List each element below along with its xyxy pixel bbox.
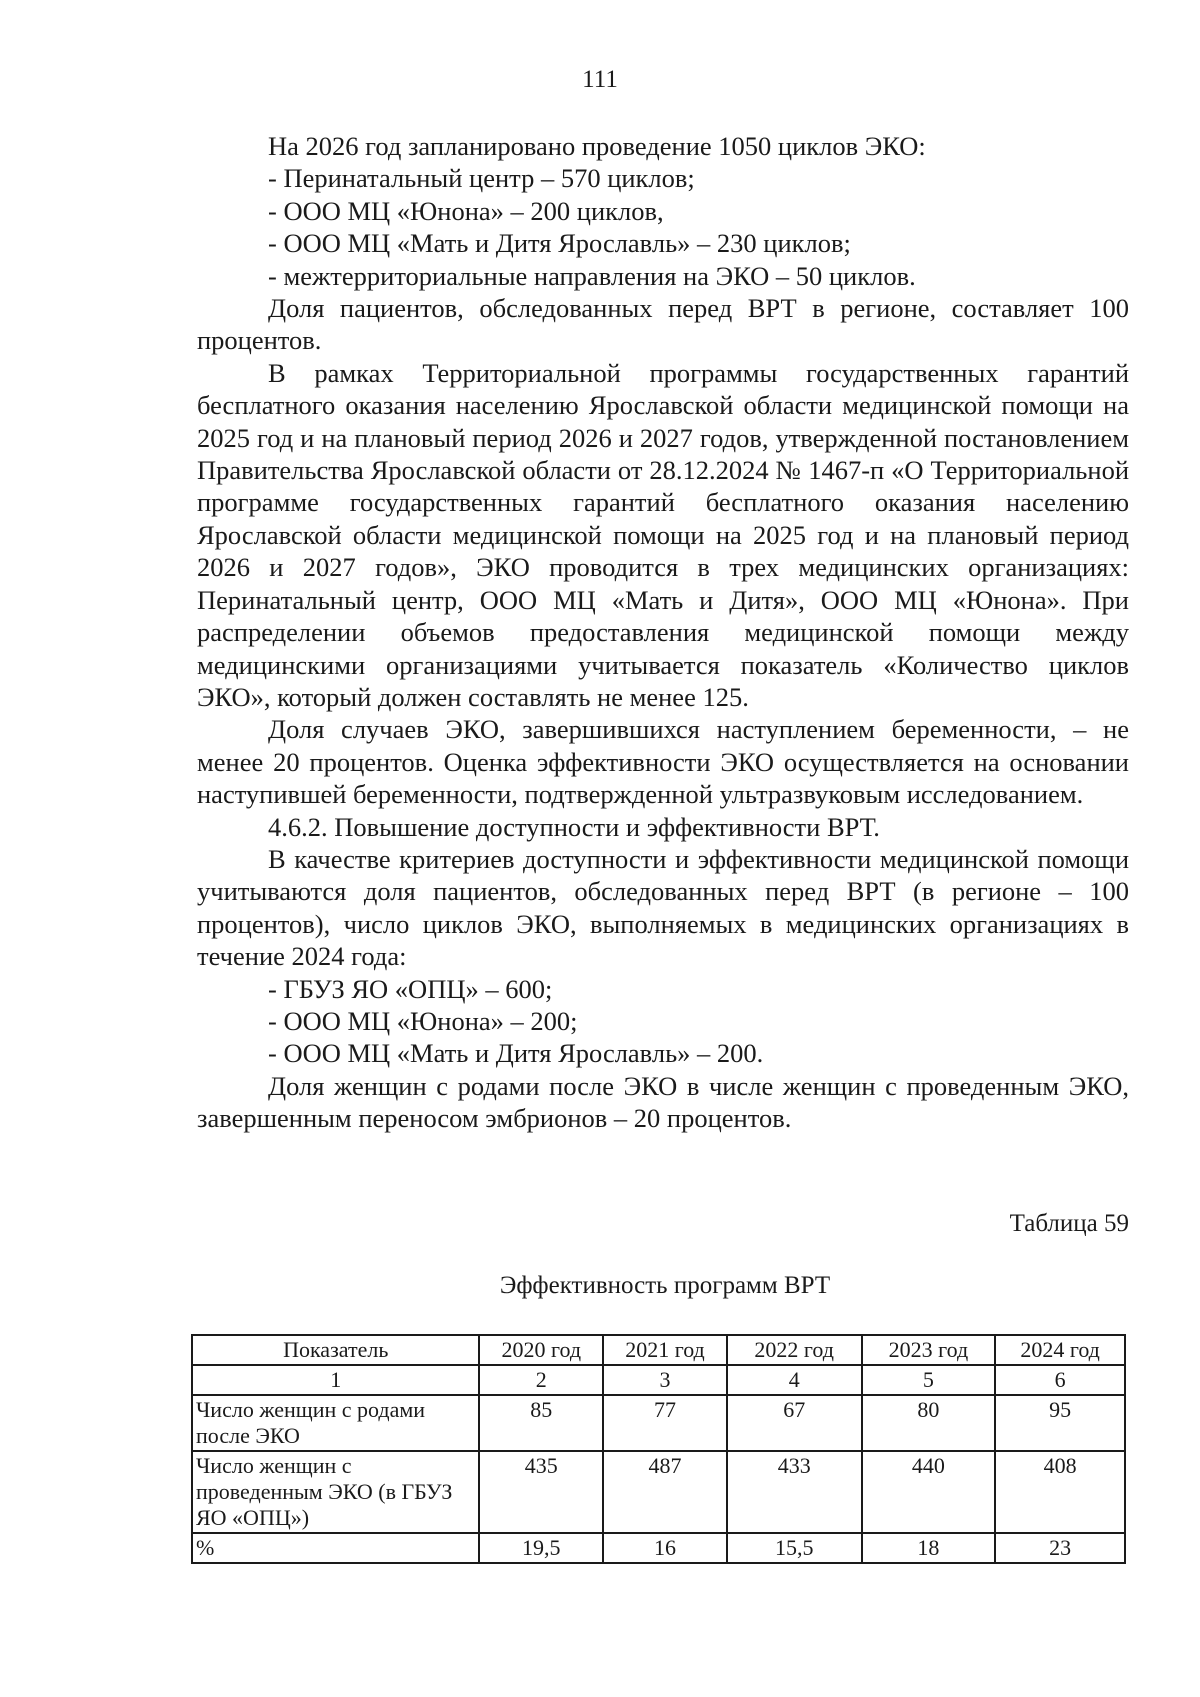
list-item: - ООО МЦ «Юнона» – 200; xyxy=(268,1005,578,1036)
table-header-cell: 2021 год xyxy=(603,1335,727,1365)
table-cell: 23 xyxy=(995,1533,1125,1563)
table-cell: 433 xyxy=(727,1451,862,1533)
table-row xyxy=(192,1395,1125,1451)
table-header-cell: 2023 год xyxy=(862,1335,996,1365)
table-header-cell: 2024 год xyxy=(995,1335,1125,1365)
column-number: 1 xyxy=(192,1365,479,1395)
paragraph: В рамках Территориальной программы государственных гарантий бесплатного оказания населению Ярославской области медицинской помощи на 2025 год и на плановый период 2026 и 2027 годов, утвержденной постановлением Правительства Ярославской области от 28.12.2024 № 1467-п «О Территориальной программе государственных гарантий бесплатного оказания населению Ярославской области медицинской помощи на 2025 год и на плановый период 2026 и 2027 годов», ЭКО проводится в трех медицинских организациях: Перинатальный центр, ООО МЦ «Мать и Дитя», ООО МЦ «Юнона». При распределении объемов предоставления медицинской помощи между медицинскими организациями учитывается показатель «Количество циклов ЭКО», который должен составлять не менее 125. xyxy=(197,357,1129,712)
column-number: 6 xyxy=(995,1365,1125,1395)
table-header-row xyxy=(192,1335,1125,1365)
paragraph: Доля пациентов, обследованных перед ВРТ в регионе, составляет 100 процентов. xyxy=(197,293,1129,356)
data-table xyxy=(191,1334,1126,1564)
section-heading: 4.6.2. Повышение доступности и эффективности ВРТ. xyxy=(268,811,880,842)
list-item: - ООО МЦ «Юнона» – 200 циклов, xyxy=(268,195,664,226)
table-cell: 487 xyxy=(603,1451,727,1533)
list-item: - Перинатальный центр – 570 циклов; xyxy=(268,163,695,194)
table-header-cell: Показатель xyxy=(192,1335,479,1365)
table-cell: 18 xyxy=(862,1533,996,1563)
table-cell: 16 xyxy=(603,1533,727,1563)
column-number: 3 xyxy=(603,1365,727,1395)
row-label: Число женщин с родами после ЭКО xyxy=(192,1395,479,1451)
table-cell: 408 xyxy=(995,1451,1125,1533)
table-title: Эффективность программ ВРТ xyxy=(499,1272,831,1299)
document-body xyxy=(197,130,1129,1135)
paragraph: На 2026 год запланировано проведение 1050 циклов ЭКО: xyxy=(268,131,926,161)
table-cell: 80 xyxy=(862,1395,996,1451)
table-cell: 85 xyxy=(479,1395,603,1451)
row-label: Число женщин с проведенным ЭКО (в ГБУЗ ЯО «ОПЦ») xyxy=(192,1451,479,1533)
table-header-cell: 2020 год xyxy=(479,1335,603,1365)
list-item: - межтерриториальные направления на ЭКО – 50 циклов. xyxy=(268,260,916,291)
row-label: % xyxy=(192,1533,479,1563)
list-item: - ООО МЦ «Мать и Дитя Ярославль» – 200. xyxy=(268,1038,764,1069)
table-header-cell: 2022 год xyxy=(727,1335,862,1365)
table-cell: 435 xyxy=(479,1451,603,1533)
table-cell: 95 xyxy=(995,1395,1125,1451)
table-cell: 77 xyxy=(603,1395,727,1451)
table-row xyxy=(192,1533,1125,1563)
paragraph: Доля случаев ЭКО, завершившихся наступлением беременности, – не менее 20 процентов. Оценка эффективности ЭКО осуществляется на основании наступившей беременности, подтвержденной ультразвуковым исследованием. xyxy=(197,714,1129,810)
table-cell: 15,5 xyxy=(727,1533,862,1563)
paragraph: В качестве критериев доступности и эффективности медицинской помощи учитываются доля пациентов, обследованных перед ВРТ (в регионе – 100 процентов), число циклов ЭКО, выполняемых в медицинских организациях в течение 2024 года: xyxy=(197,843,1129,972)
table-cell: 67 xyxy=(727,1395,862,1451)
list-item: - ГБУЗ ЯО «ОПЦ» – 600; xyxy=(268,973,553,1004)
column-number: 4 xyxy=(727,1365,862,1395)
table-row xyxy=(192,1451,1125,1533)
table-cell: 440 xyxy=(862,1451,996,1533)
list-item: - ООО МЦ «Мать и Дитя Ярославль» – 230 циклов; xyxy=(268,228,851,259)
paragraph: Доля женщин с родами после ЭКО в числе женщин с проведенным ЭКО, завершенным переносом эмбрионов – 20 процентов. xyxy=(197,1070,1129,1134)
table-label: Таблица 59 xyxy=(1009,1210,1129,1237)
page-number: 111 xyxy=(582,66,618,93)
column-number: 5 xyxy=(862,1365,996,1395)
column-number: 2 xyxy=(479,1365,603,1395)
column-number-row xyxy=(192,1365,1125,1395)
table-cell: 19,5 xyxy=(479,1533,603,1563)
